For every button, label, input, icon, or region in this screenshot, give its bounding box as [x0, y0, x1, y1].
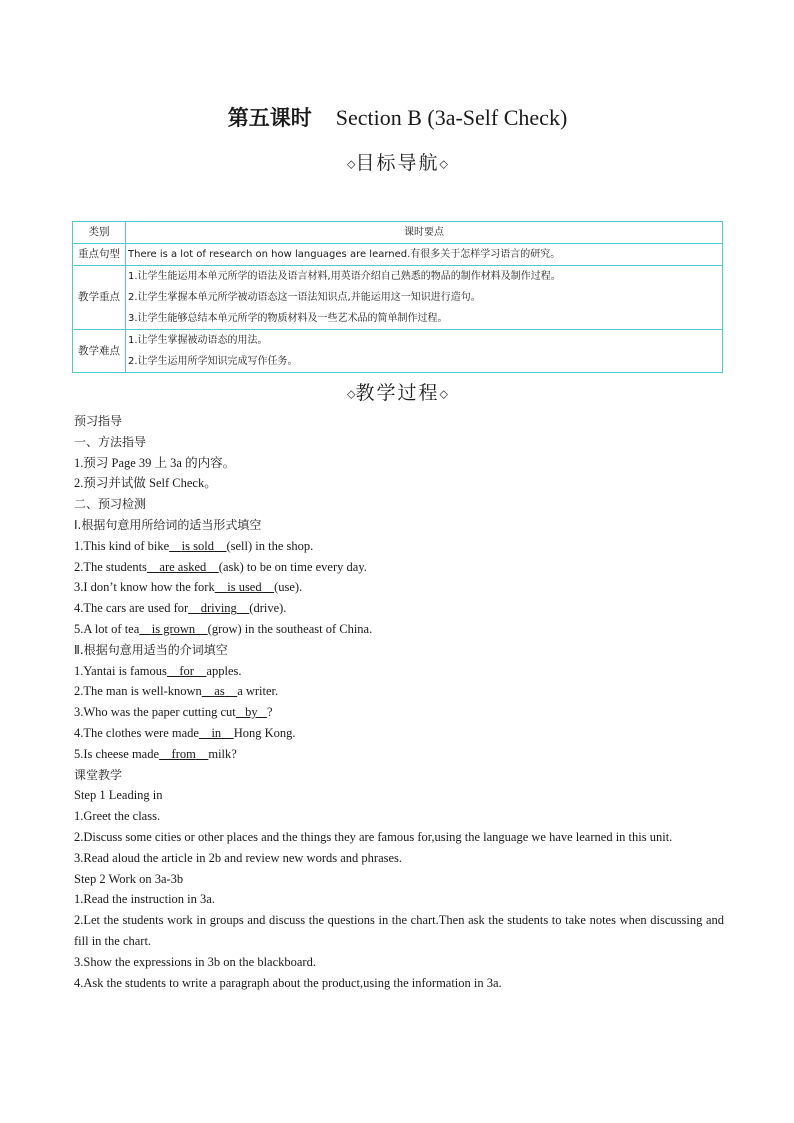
lesson-body [74, 411, 724, 993]
diamond-icon: ◇ [347, 387, 356, 401]
point-line: 3.让学生能够总结本单元所学的物质材料及一些艺术品的简单制作过程。 [128, 313, 448, 324]
point-line: 2.让学生掌握本单元所学被动语态这一语法知识点,并能运用这一知识进行造句。 [128, 292, 481, 303]
row-category: 教学重点 [73, 266, 126, 330]
row-points [126, 266, 723, 330]
method-item: 2.预习并试做 Self Check。 [74, 476, 217, 491]
row-category: 重点句型 [73, 244, 126, 266]
point-line: 2.让学生运用所学知识完成写作任务。 [128, 356, 298, 367]
row-points [126, 330, 723, 373]
classroom-title: 课堂教学 [74, 767, 123, 782]
header-points: 课时要点 [126, 222, 723, 244]
exercise-item: 2.The students are asked (ask) to be on time every day. [74, 559, 367, 574]
answer-blank: as [214, 684, 225, 699]
exercise-item: 2.The man is well-known as a writer. [74, 684, 279, 699]
exercise-item: 4.The clothes were made in Hong Kong. [74, 725, 296, 740]
answer-blank: is used [227, 580, 262, 595]
part1-title: Ⅰ.根据句意用所给词的适当形式填空 [74, 517, 262, 532]
point-line: There is a lot of research on how languages are learned.有很多关于怎样学习语言的研究。 [128, 249, 561, 260]
answer-blank: in [211, 725, 222, 740]
exercise-item: 1.Yantai is famous for apples. [74, 663, 242, 678]
title-english: Section B (3a-Self Check) [335, 105, 568, 130]
row-points [126, 244, 723, 266]
table-row [73, 266, 723, 330]
diamond-icon: ◇ [439, 387, 448, 401]
title-chinese: 第五课时 [227, 106, 312, 130]
answer-blank: by [245, 705, 258, 720]
answer-blank: for [179, 663, 194, 678]
point-line: 1.让学生能运用本单元所学的语法及语言材料,用英语介绍自己熟悉的物品的制作材料及制作过程。 [128, 271, 561, 282]
diamond-icon: ◇ [439, 157, 448, 171]
exercise-item: 5.A lot of tea is grown (grow) in the southeast of China. [74, 621, 373, 636]
answer-blank: are asked [159, 559, 207, 574]
step1-title: Step 1 Leading in [74, 788, 163, 803]
goals-heading: ◇目标导航◇ [347, 152, 448, 174]
exercise-item: 5.Is cheese made from milk? [74, 746, 237, 761]
answer-blank: driving [200, 601, 237, 616]
diamond-icon: ◇ [347, 157, 356, 171]
method-item: 1.预习 Page 39 上 3a 的内容。 [74, 455, 236, 470]
step1-item: 3.Read aloud the article in 2b and review new words and phrases. [74, 850, 403, 865]
answer-blank: is grown [151, 621, 196, 636]
step1-item: 1.Greet the class. [74, 809, 161, 824]
part2-title: Ⅱ.根据句意用适当的介词填空 [74, 642, 228, 657]
preview-title: 预习指导 [74, 414, 123, 428]
step2-item: 2.Let the students work in groups and discuss the questions in the chart.Then ask the students to take notes when discussing and fill in the chart. [74, 913, 724, 948]
exercise-item: 4.The cars are used for driving (drive). [74, 601, 287, 616]
page-title [72, 104, 723, 132]
exercise-item: 3.I don’t know how the fork is used (use). [74, 580, 303, 595]
exercise-item: 1.This kind of bike is sold (sell) in the shop. [74, 538, 314, 553]
step2-item: 3.Show the expressions in 3b on the blackboard. [74, 954, 316, 969]
step2-item: 4.Ask the students to write a paragraph about the product,using the information in 3a. [74, 975, 502, 990]
method-title: 一、方法指导 [74, 434, 147, 449]
answer-blank: from [171, 746, 196, 761]
process-heading: ◇教学过程◇ [347, 382, 448, 404]
table-row [73, 244, 723, 266]
step1-item: 2.Discuss some cities or other places and the things they are famous for,using the language we have learned in this unit. [74, 829, 673, 844]
table-header-row [73, 222, 723, 244]
row-category: 教学难点 [73, 330, 126, 373]
header-category: 类别 [73, 222, 126, 244]
check-title: 二、预习检测 [74, 497, 147, 512]
answer-blank: is sold [181, 538, 214, 553]
exercise-item: 3.Who was the paper cutting cut by ? [74, 705, 273, 720]
goals-table [72, 221, 723, 373]
point-line: 1.让学生掌握被动语态的用法。 [128, 335, 268, 346]
step2-item: 1.Read the instruction in 3a. [74, 892, 215, 907]
table-row [73, 330, 723, 373]
step2-title: Step 2 Work on 3a-3b [74, 871, 184, 886]
